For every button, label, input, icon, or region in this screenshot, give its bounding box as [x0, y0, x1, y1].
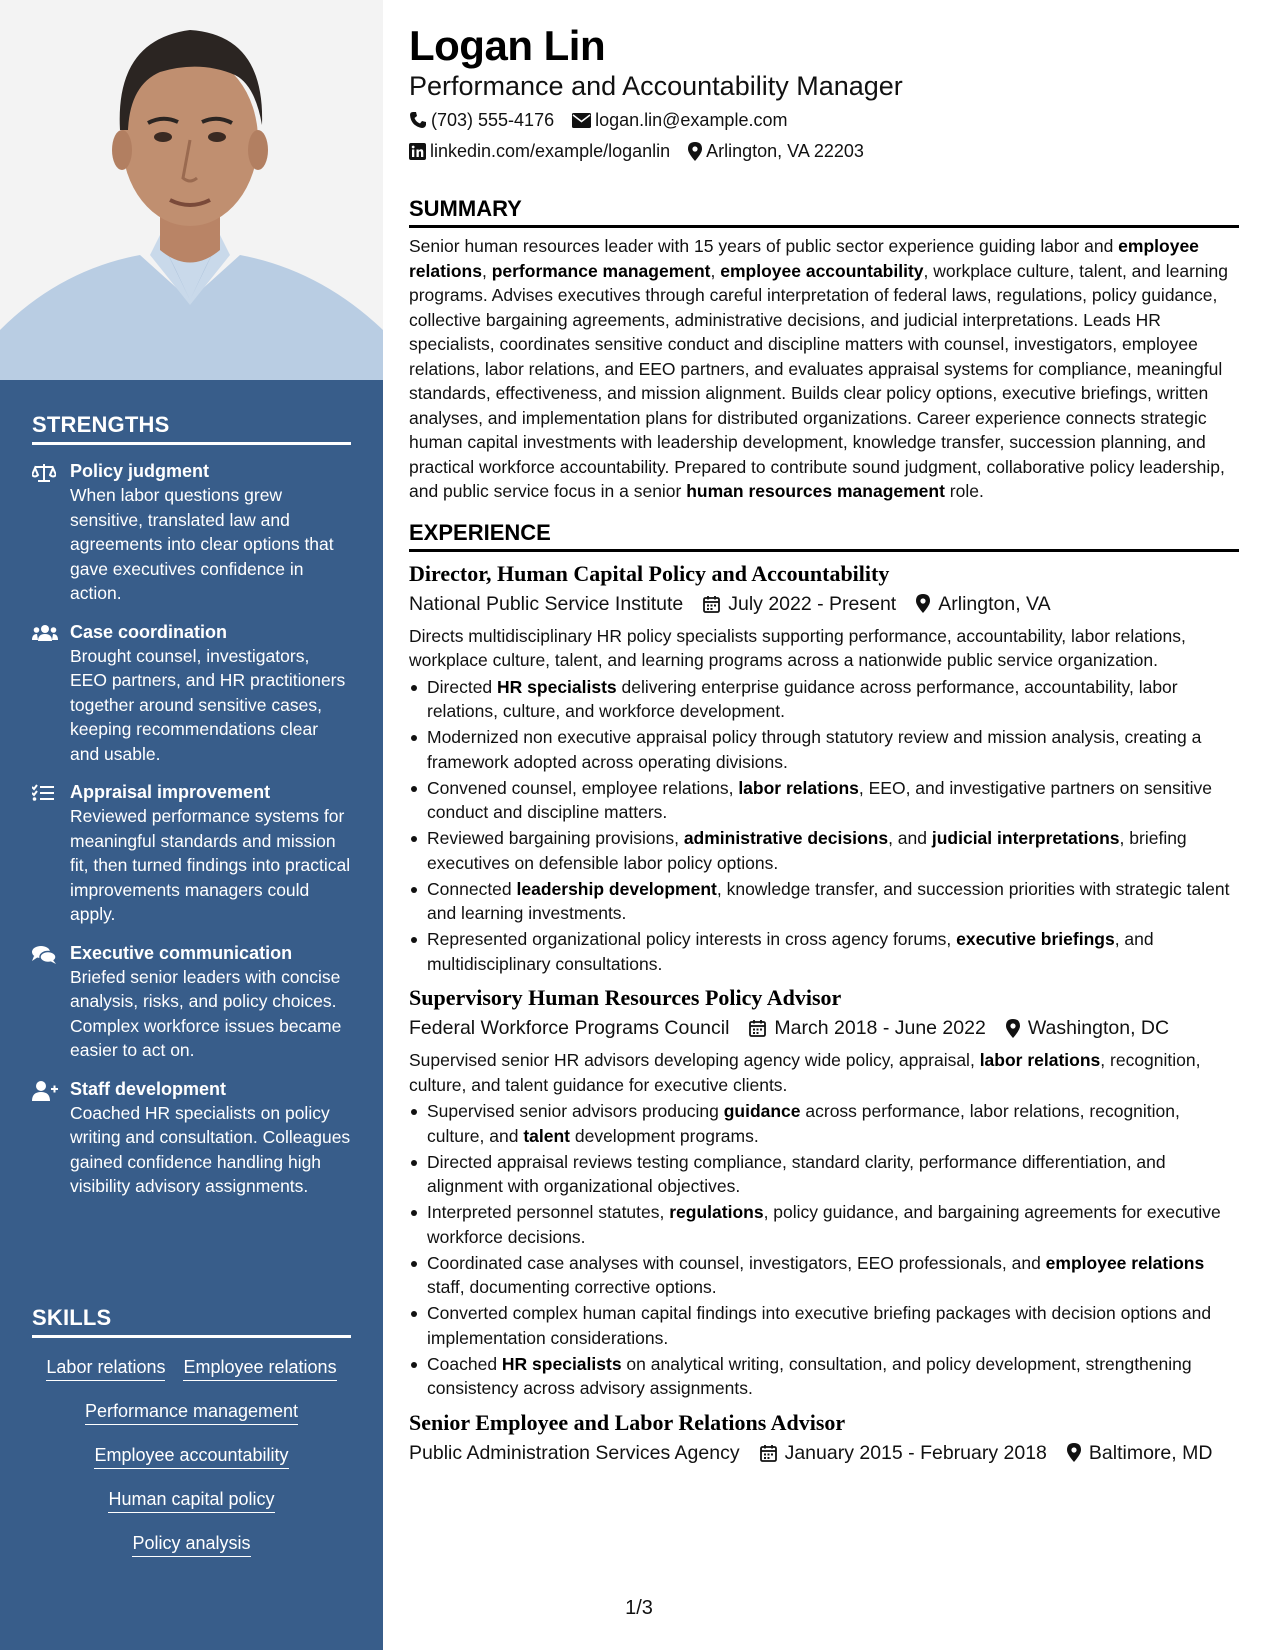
strength-title: Appraisal improvement [70, 782, 271, 802]
strength-text: Coached HR specialists on policy writing and consultation. Colleagues gained confidence handling high visibility advisory assignments. [70, 1102, 351, 1196]
list-item: Represented organizational policy interests in cross agency forums, executive briefings, and multidisciplinary consultations. [409, 927, 1239, 976]
job-location: Baltimore, MD [1088, 1441, 1213, 1464]
envelope-icon [572, 113, 591, 128]
summary-paragraph: Senior human resources leader with 15 years of public sector experience guiding labor and employee relations, performance management, employee accountability, workplace culture, talent, and learning programs. Advises executives through careful interpretation of federal laws, regulations, policy guidance, collective bargaining agreements, administrative decisions, and judicial interpretations. Leads HR specialists, coordinates sensitive conduct and discipline matters with counsel, investigators, employee relations, labor relations, and EEO partners, and evaluates appraisal systems for compliance, meaningful standards, effectiveness, and mission alignment. Builds clear policy options, executive briefings, written analyses, and implementation plans for distributed organizations. Career experience connects strategic human capital investments with leadership development, knowledge transfer, succession planning, and practical workforce accountability. Prepared to contribute sound judgment, collaborative policy leadership, and public service focus in a senior human resources management role. [409, 236, 1228, 501]
list-item: Convened counsel, employee relations, labor relations, EEO, and investigative partners on sensitive conduct and discipline matters. [409, 776, 1239, 825]
user-plus-icon [32, 1077, 70, 1199]
strength-title: Staff development [70, 1078, 227, 1099]
job-dates: March 2018 - June 2022 [774, 1017, 986, 1039]
job-org: Federal Workforce Programs Council [409, 1017, 730, 1039]
location-pin-icon [916, 594, 930, 613]
skill-tag: Employee relations [183, 1356, 336, 1381]
strengths-section [32, 412, 351, 1199]
email-link[interactable]: logan.lin@example.com [595, 110, 788, 130]
calendar-icon [760, 1444, 777, 1462]
location-text: Arlington, VA 22203 [706, 141, 864, 161]
skill-tag: Performance management [85, 1400, 298, 1425]
strength-item [32, 1077, 351, 1199]
location-pin-icon [1067, 1443, 1081, 1462]
skills-heading: SKILLS [32, 1305, 351, 1338]
skill-tag: Human capital policy [108, 1488, 274, 1513]
job-dates: July 2022 - Present [728, 592, 897, 615]
contact-row [409, 139, 1239, 163]
job-description: Directs multidisciplinary HR policy specialists supporting performance, accountability, labor relations, workplace culture, talent, and learning programs across a nationwide public service organization. [409, 625, 1186, 670]
job-location: Washington, DC [1027, 1017, 1170, 1039]
job-title: Director, Human Capital Policy and Accountability [409, 560, 890, 586]
strength-text: Briefed senior leaders with concise analysis, risks, and policy choices. Complex workforce issues became easier to act on. [70, 966, 342, 1060]
list-item: Modernized non executive appraisal policy through statutory review and mission analysis, creating a framework adopted across operating divisions. [409, 725, 1239, 774]
strength-item [32, 780, 351, 927]
skills-section [32, 1305, 351, 1557]
job-entry [409, 560, 1239, 977]
job-org: Public Administration Services Agency [409, 1441, 740, 1464]
location-pin-icon [1006, 1019, 1020, 1038]
experience-heading: EXPERIENCE [409, 520, 1239, 552]
scale-balance-icon [32, 459, 70, 606]
users-group-icon [32, 620, 70, 767]
summary-heading: SUMMARY [409, 196, 1239, 228]
list-item: Converted complex human capital findings into executive briefing packages with decision options and implementation considerations. [409, 1301, 1239, 1350]
strength-text: Reviewed performance systems for meaningful standards and mission fit, then turned findings into practical improvements managers could apply. [70, 806, 351, 924]
job-title: Senior Employee and Labor Relations Advisor [409, 1409, 846, 1435]
list-item: Connected leadership development, knowledge transfer, and succession priorities with strategic talent and learning investments. [409, 877, 1239, 926]
list-item: Interpreted personnel statutes, regulations, policy guidance, and bargaining agreements for executive workforce decisions. [409, 1200, 1239, 1249]
profile-photo [0, 0, 383, 380]
strength-item [32, 941, 351, 1063]
list-item: Supervised senior advisors producing guidance across performance, labor relations, recognition, culture, and talent development programs. [409, 1099, 1239, 1148]
phone-icon [409, 111, 427, 129]
job-bullets [409, 1099, 1239, 1401]
job-dates: January 2015 - February 2018 [784, 1441, 1047, 1464]
strength-title: Executive communication [70, 942, 293, 963]
contact-row [409, 108, 1239, 132]
job-bullets [409, 675, 1239, 977]
strength-title: Case coordination [70, 621, 228, 642]
job-meta [409, 590, 1239, 618]
strength-text: Brought counsel, investigators, EEO partners, and HR practitioners together around sensitive cases, keeping recommendations clear and usable. [70, 645, 346, 764]
calendar-icon [749, 1019, 766, 1037]
page-number: 1/3 [625, 1597, 653, 1619]
main-content [409, 22, 1239, 1473]
list-item: Directed HR specialists delivering enterprise guidance across performance, accountability, labor relations, culture, and workforce development. [409, 675, 1239, 724]
strength-item [32, 620, 351, 767]
candidate-name: Logan Lin [409, 22, 606, 69]
phone-number[interactable]: (703) 555-4176 [431, 110, 555, 130]
candidate-title: Performance and Accountability Manager [409, 71, 903, 101]
strength-text: When labor questions grew sensitive, translated law and agreements into clear options that gave executives confidence in action. [70, 485, 334, 603]
job-location: Arlington, VA [938, 592, 1051, 615]
strength-item [32, 459, 351, 606]
job-meta [409, 1439, 1239, 1467]
chat-bubbles-icon [32, 941, 70, 1063]
list-item: Coached HR specialists on analytical writing, consultation, and policy development, strengthening consistency across advisory assignments. [409, 1352, 1239, 1401]
list-item: Directed appraisal reviews testing compliance, standard clarity, performance differentiation, and alignment with organizational objectives. [409, 1150, 1239, 1199]
job-description: Supervised senior HR advisors developing agency wide policy, appraisal, labor relations, recognition, culture, and talent guidance for executive clients. [409, 1050, 1201, 1095]
location-pin-icon [688, 142, 702, 161]
strength-title: Policy judgment [70, 461, 210, 481]
skill-tag: Policy analysis [132, 1532, 250, 1557]
linkedin-icon [409, 143, 426, 160]
skill-tag: Employee accountability [94, 1444, 288, 1469]
job-entry [409, 1409, 1239, 1467]
job-org: National Public Service Institute [409, 592, 684, 615]
skill-tag: Labor relations [46, 1356, 165, 1381]
list-item: Coordinated case analyses with counsel, investigators, EEO professionals, and employee relations staff, documenting corrective options. [409, 1251, 1239, 1300]
checklist-icon [32, 780, 70, 927]
linkedin-link[interactable]: linkedin.com/example/loganlin [430, 141, 671, 161]
job-entry [409, 984, 1239, 1401]
list-item: Reviewed bargaining provisions, administrative decisions, and judicial interpretations, briefing executives on defensible labor policy options. [409, 826, 1239, 875]
job-title: Supervisory Human Resources Policy Advisor [409, 985, 842, 1010]
job-meta [409, 1014, 1239, 1042]
skills-list [32, 1356, 351, 1557]
strengths-heading: STRENGTHS [32, 412, 351, 445]
calendar-icon [703, 595, 720, 613]
sidebar [0, 0, 383, 1650]
